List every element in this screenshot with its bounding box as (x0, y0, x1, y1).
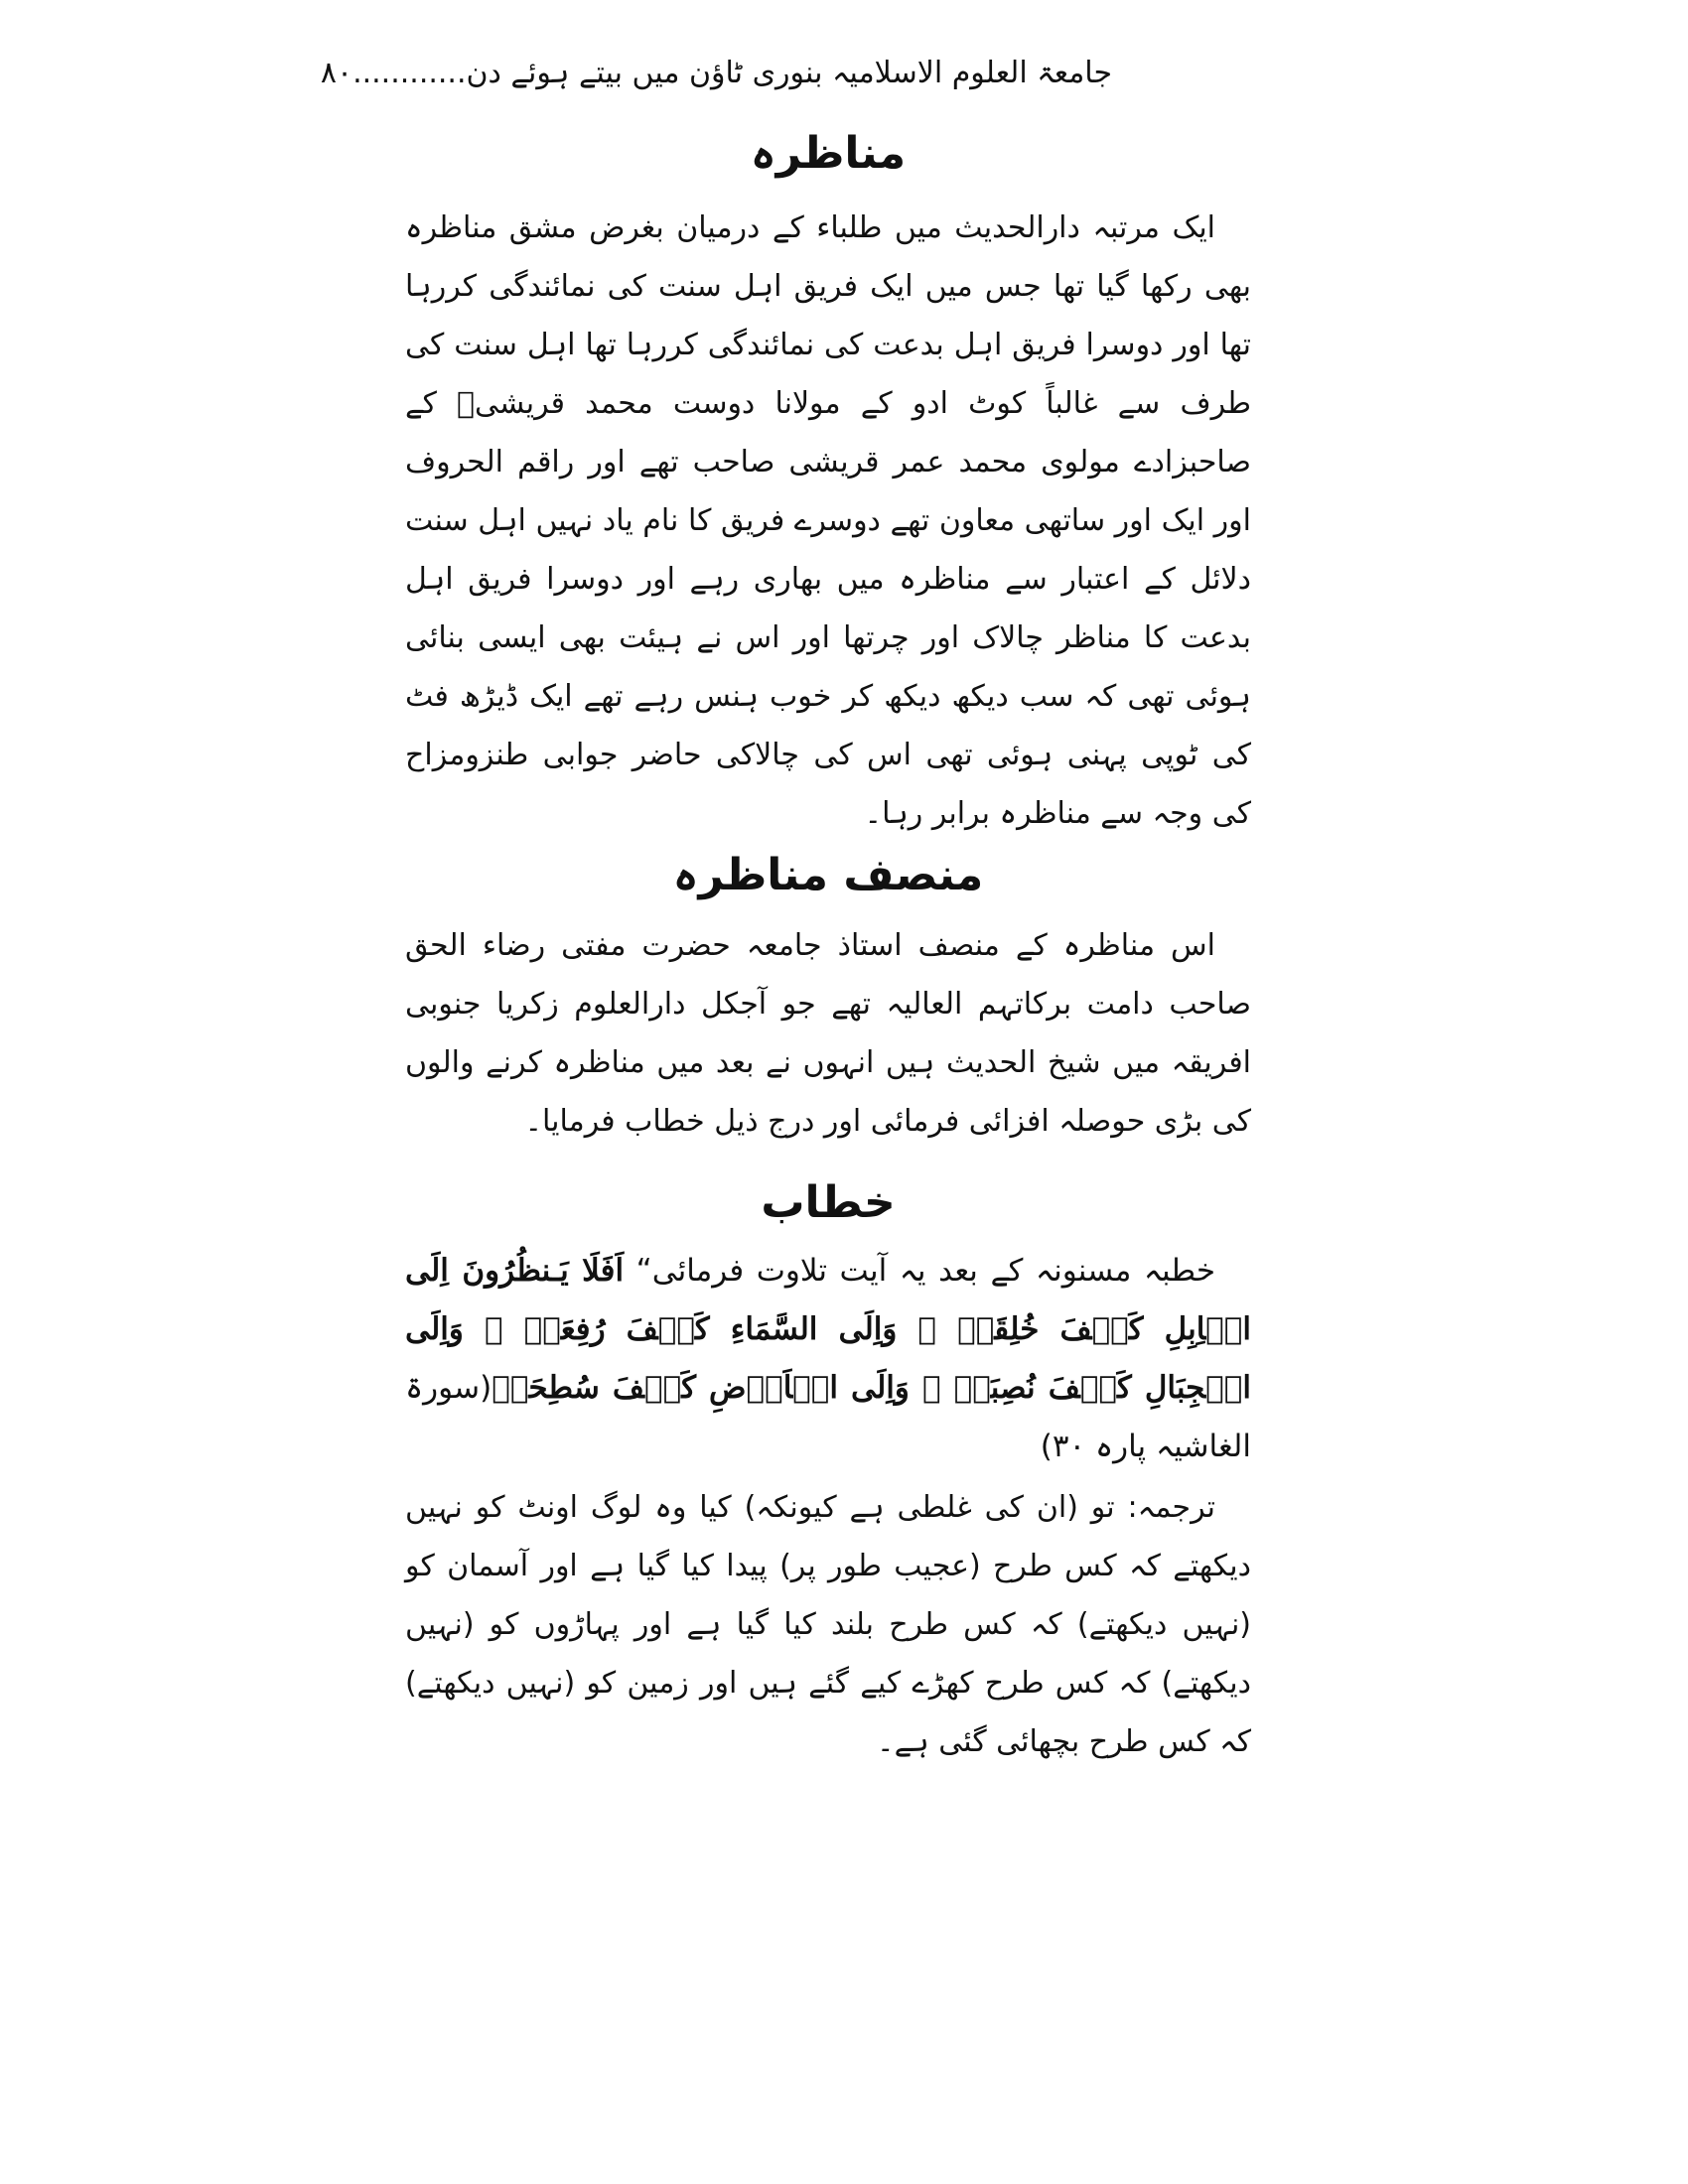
verse-intro: خطبہ مسنونہ کے بعد یہ آیت تلاوت فرمائی“ (635, 1253, 1216, 1289)
paragraph-translation: ترجمہ: تو (ان کی غلطی ہے کیونکہ) کیا وہ لوگ اونٹ کو نہیں دیکھتے کہ کس طرح (عجیب طور پر) پیدا کیا گیا ہے اور آسمان کو (نہیں دیکھتے) کہ کس طرح بلند کیا گیا ہے اور پہاڑوں کو (نہیں دیکھتے) کہ کس طرح کھڑے کیے گئے ہیں اور زمین کو (نہیں دیکھتے) کہ کس طرح بچھائی گئی ہے۔ (405, 1490, 1251, 1759)
section-title-munazira: مناظرہ (750, 128, 907, 179)
paragraph-munsif: اس مناظرہ کے منصف استاذ جامعہ حضرت مفتی رضاء الحق صاحب دامت برکاتہم العالیہ تھے جو آجکل دارالعلوم زکریا جنوبی افریقہ میں شیخ الحدیث ہیں انہوں نے بعد میں مناظرہ کرنے والوں کی بڑی حوصلہ افزائی فرمائی اور درج ذیل خطاب فرمایا۔ (405, 928, 1251, 1139)
section-title-khitab: خطاب (761, 1177, 896, 1228)
paragraph-munazira: ایک مرتبہ دارالحدیث میں طلباء کے درمیان بغرض مشق مناظرہ بھی رکھا گیا تھا جس میں ایک فریق اہل سنت کی نمائندگی کررہا تھا اور دوسرا فریق اہل بدعت کی نمائندگی کررہا تھا اہل سنت کی طرف سے غالباً کوٹ ادو کے مولانا دوست محمد قریشیؒ کے صاحبزادے مولوی محمد عمر قریشی صاحب تھے اور راقم الحروف اور ایک اور ساتھی معاون تھے دوسرے فریق کا نام یاد نہیں اہل سنت دلائل کے اعتبار سے مناظرہ میں بھاری رہے اور دوسرا فریق اہل بدعت کا مناظر چالاک اور چرتھا اور اس نے ہیئت بھی ایسی بنائی ہوئی تھی کہ سب دیکھ دیکھ کر خوب ہنس رہے تھے ایک ڈیڑھ فٹ کی ٹوپی پہنی ہوئی تھی اس کی چالاکی حاضر جوابی طنزومزاح کی وجہ سے مناظرہ برابر رہا۔ (405, 210, 1251, 831)
quran-verse: اَفَلَا یَـنظُرُونَ اِلَى الۡاِبِلِ كَيۡفَ خُلِقَتۡ ۔ وَاِلَى السَّمَاءِ كَيۡفَ رُفِعَتۡ ۔ وَاِلَى الۡجِبَالِ كَيۡفَ نُصِبَتۡ ۔ وَاِلَى الۡاَرۡضِ كَيۡفَ سُطِحَتۡ (405, 1253, 1251, 1406)
running-header: جامعۃ العلوم الاسلامیہ بنوری ٹاؤن میں بیتے ہوئے دن............۸۰ (320, 56, 1112, 90)
text-column (405, 123, 1251, 1771)
section-title-munsif: منصف مناظرہ (672, 850, 984, 900)
paragraph-verse (405, 1242, 1251, 1476)
verse-reference: (سورۃ الغاشیہ پارہ ۳۰) (405, 1370, 1251, 1464)
